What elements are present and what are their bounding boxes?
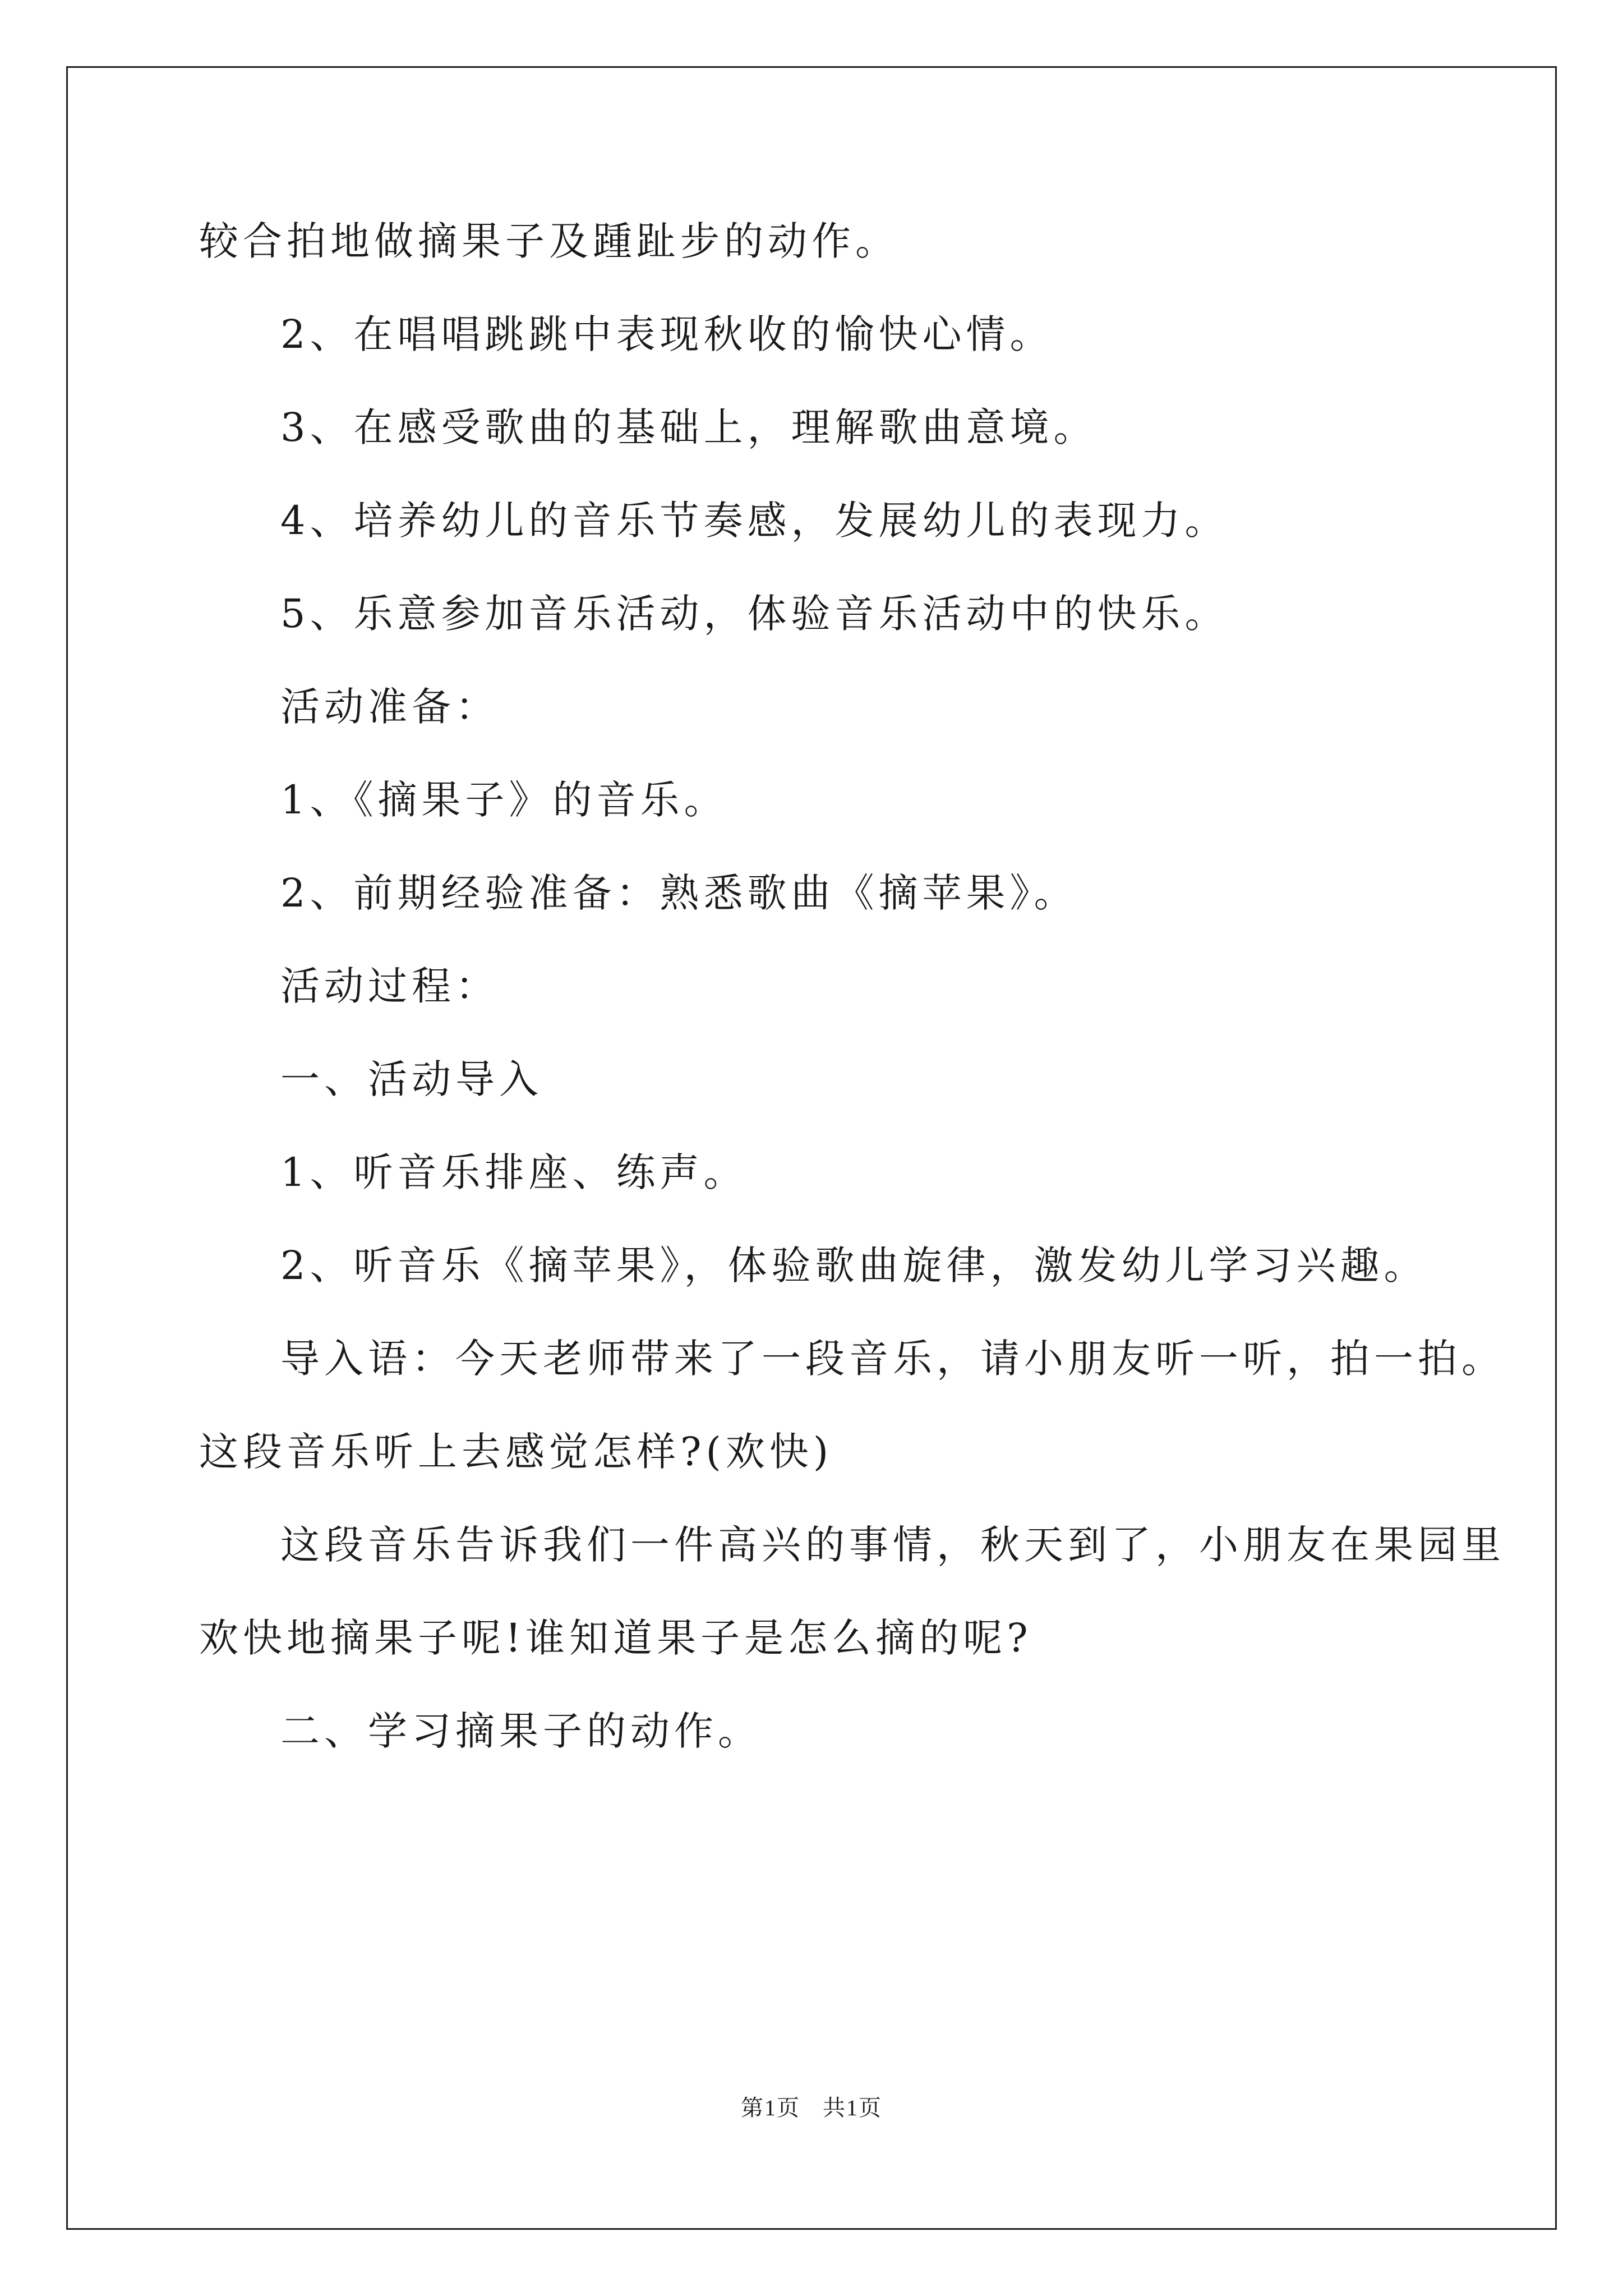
text-line: 这段音乐听上去感觉怎样?(欢快) xyxy=(199,1429,833,1475)
section-heading: 活动过程： xyxy=(280,963,499,1009)
text-line: 导入语：今天老师带来了一段音乐，请小朋友听一听，拍一拍。 xyxy=(280,1336,1505,1382)
page-footer xyxy=(0,2090,1623,2122)
text-line: 4、培养幼儿的音乐节奏感，发展幼儿的表现力。 xyxy=(280,498,1229,544)
text-line: 这段音乐告诉我们一件高兴的事情，秋天到了，小朋友在果园里 xyxy=(280,1522,1505,1568)
page-number-total: 共1页 xyxy=(823,2095,882,2120)
page-border xyxy=(66,66,1557,2230)
text-line: 较合拍地做摘果子及踵趾步的动作。 xyxy=(199,218,899,264)
page-number-current: 第1页 xyxy=(741,2095,800,2120)
text-line: 1、《摘果子》的音乐。 xyxy=(280,777,728,823)
section-heading: 一、活动导入 xyxy=(280,1056,543,1102)
text-line: 2、听音乐《摘苹果》，体验歌曲旋律，激发幼儿学习兴趣。 xyxy=(280,1243,1428,1289)
section-heading: 活动准备： xyxy=(280,684,499,730)
text-line: 1、听音乐排座、练声。 xyxy=(280,1149,748,1195)
text-line: 欢快地摘果子呢!谁知道果子是怎么摘的呢? xyxy=(199,1615,1032,1661)
text-line: 3、在感受歌曲的基础上，理解歌曲意境。 xyxy=(280,404,1098,450)
section-heading: 二、学习摘果子的动作。 xyxy=(280,1708,762,1754)
text-line: 5、乐意参加音乐活动，体验音乐活动中的快乐。 xyxy=(280,591,1229,637)
text-line: 2、在唱唱跳跳中表现秋收的愉快心情。 xyxy=(280,311,1054,357)
text-line: 2、前期经验准备：熟悉歌曲《摘苹果》。 xyxy=(280,870,1078,916)
